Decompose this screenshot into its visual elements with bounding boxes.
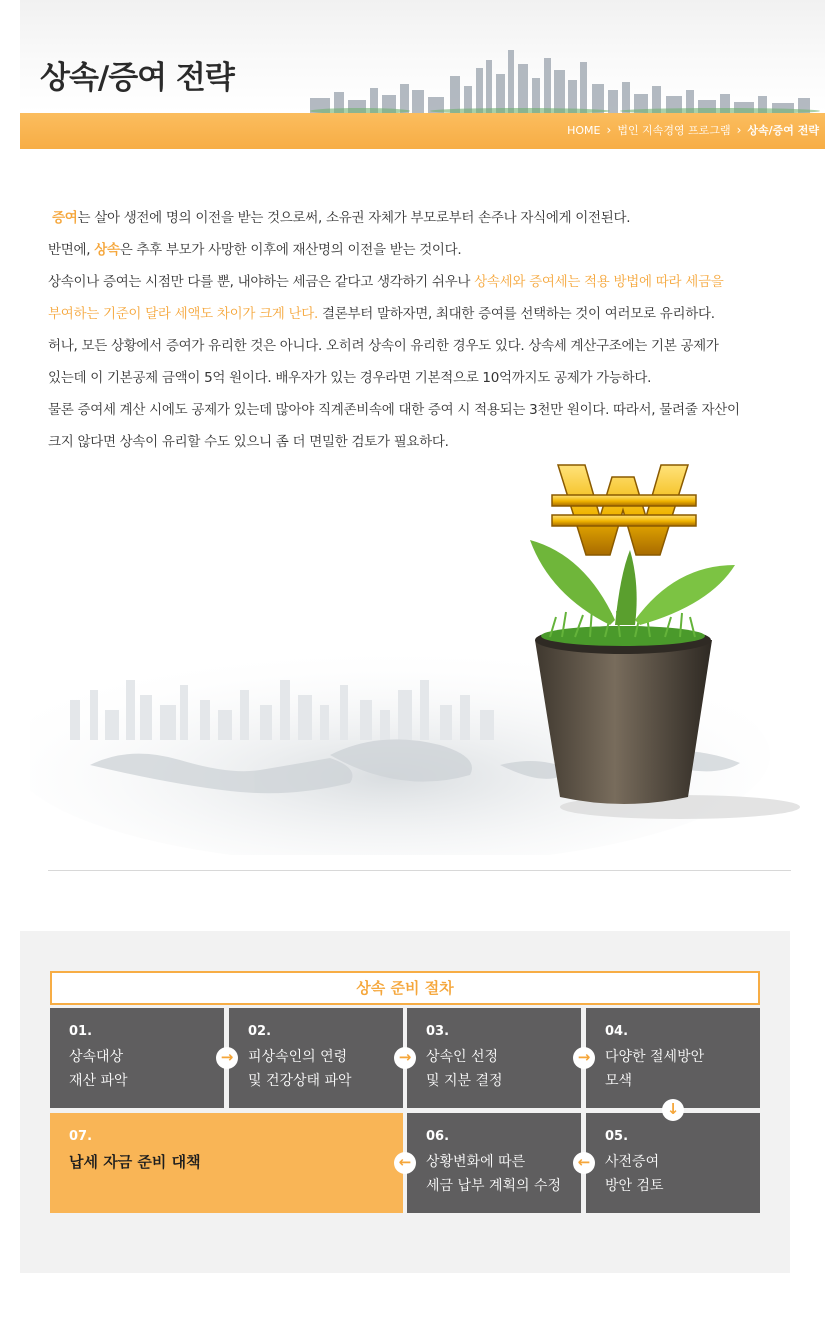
- step-number: 02.: [248, 1024, 272, 1039]
- highlight-term: 상속: [94, 242, 120, 258]
- text-segment: 상속이나 증여는 시점만 다를 뿐, 내야하는 세금은 같다고 생각하기 쉬우나: [48, 274, 475, 290]
- arrow-right-icon: →: [216, 1047, 238, 1069]
- page-title: 상속/증여 전략: [40, 60, 234, 96]
- breadcrumb: [567, 122, 819, 138]
- step-label-line1: 상속인 선정: [426, 1049, 499, 1065]
- step-label-line1: 피상속인의 연령: [248, 1049, 348, 1065]
- step-number: 01.: [69, 1024, 93, 1039]
- step-card-06: [407, 1113, 581, 1213]
- breadcrumb-bar: [20, 113, 825, 149]
- step-label-line2: 및 건강상태 파악: [248, 1073, 352, 1089]
- arrow-left-icon: ←: [573, 1152, 595, 1174]
- step-card-05: [586, 1113, 760, 1213]
- section-divider: [48, 870, 791, 871]
- won-plant-illustration: [30, 455, 800, 855]
- intro-paragraph: 물론 증여세 계산 시에도 공제가 있는데 많아야 직계존비속에 대한 증여 시 적용되는 3천만 원이다. 따라서, 물려줄 자산이: [48, 402, 740, 418]
- step-card-02: [229, 1008, 403, 1108]
- highlight-text: 상속세와 증여세는 적용 방법에 따라 세금을: [474, 274, 724, 290]
- text-segment: 반면에,: [48, 242, 95, 258]
- step-label-line1: 사전증여: [605, 1154, 660, 1170]
- intro-paragraph: [48, 202, 798, 234]
- process-title: 상속 준비 절차: [50, 971, 760, 1005]
- arrow-left-icon: ←: [394, 1152, 416, 1174]
- city-skyline-image: [300, 40, 825, 113]
- arrow-right-icon: →: [394, 1047, 416, 1069]
- step-card-04: [586, 1008, 760, 1108]
- step-label-line1: 납세 자금 준비 대책: [69, 1153, 201, 1171]
- step-number: 06.: [426, 1129, 450, 1144]
- text-segment: 결론부터 말하자면, 최대한 증여를 선택하는 것이 여러모로 유리하다.: [318, 306, 715, 322]
- intro-paragraph: [48, 266, 798, 298]
- step-label-line2: 재산 파악: [69, 1073, 128, 1089]
- highlight-term: 증여: [52, 210, 78, 226]
- step-card-07: [50, 1113, 403, 1213]
- breadcrumb-current: 상속/증여 전략: [747, 124, 819, 137]
- chevron-right-icon: ›: [736, 123, 742, 137]
- step-label-line2: 및 지분 결정: [426, 1073, 503, 1089]
- breadcrumb-home[interactable]: HOME: [567, 123, 601, 137]
- step-label-line2: 세금 납부 계획의 수정: [426, 1178, 562, 1194]
- text-segment: 은 추후 부모가 사망한 이후에 재산명의 이전을 받는 것이다.: [119, 242, 462, 258]
- chevron-right-icon: ›: [606, 123, 612, 137]
- intro-paragraph: 있는데 이 기본공제 금액이 5억 원이다. 배우자가 있는 경우라면 기본적으로 10억까지도 공제가 가능하다.: [48, 370, 652, 386]
- arrow-down-icon: ↓: [662, 1099, 684, 1121]
- step-number: 05.: [605, 1129, 629, 1144]
- intro-paragraph: [48, 298, 798, 330]
- header-banner: [20, 0, 825, 113]
- text-segment: 는 살아 생전에 명의 이전을 받는 것으로써, 소유권 자체가 부모로부터 손주나 자식에게 이전된다.: [77, 210, 631, 226]
- intro-paragraph: 허나, 모든 상황에서 증여가 유리한 것은 아니다. 오히려 상속이 유리한 경우도 있다. 상속세 계산구조에는 기본 공제가: [48, 338, 719, 354]
- step-number: 04.: [605, 1024, 629, 1039]
- step-number: 07.: [69, 1129, 93, 1144]
- step-number: 03.: [426, 1024, 450, 1039]
- intro-paragraph: 크지 않다면 상속이 유리할 수도 있으니 좀 더 면밀한 검토가 필요하다.: [48, 434, 449, 450]
- step-card-01: [50, 1008, 224, 1108]
- highlight-text: 부여하는 기준이 달라 세액도 차이가 크게 난다.: [48, 306, 319, 322]
- step-card-03: [407, 1008, 581, 1108]
- intro-text: [48, 202, 798, 458]
- step-label-line2: 모색: [605, 1073, 633, 1089]
- breadcrumb-section[interactable]: 법인 지속경영 프로그램: [617, 124, 731, 137]
- step-label-line1: 상속대상: [69, 1049, 124, 1065]
- step-label-line1: 상황변화에 따른: [426, 1154, 526, 1170]
- process-panel: [20, 931, 790, 1273]
- step-label-line2: 방안 검토: [605, 1178, 664, 1194]
- arrow-right-icon: →: [573, 1047, 595, 1069]
- intro-paragraph: [48, 234, 798, 266]
- step-label-line1: 다양한 절세방안: [605, 1049, 705, 1065]
